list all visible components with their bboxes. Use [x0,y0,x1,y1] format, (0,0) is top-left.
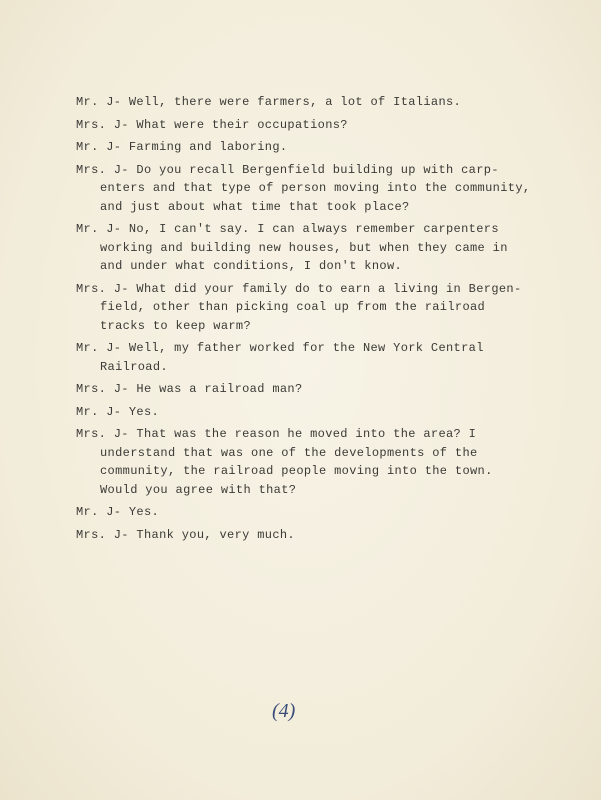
transcript-line: tracks to keep warm? [100,318,252,333]
transcript-line: Mrs. J- Thank you, very much. [76,527,295,542]
transcript-line: and under what conditions, I don't know. [100,259,403,273]
transcript-entry [76,280,576,336]
transcript-line: Mrs. J- He was a railroad man? [76,382,303,396]
transcript-entry [76,116,576,135]
transcript-line: Mrs. J- That was the reason he moved into the area? I [76,427,477,441]
page-number: (4) [272,700,296,722]
transcript-entry [76,380,576,399]
transcript-line: Mr. J- Yes. [76,505,160,519]
transcript-line: field, other than picking coal up from the railroad [100,300,486,314]
transcript-line: and just about what time that took place? [100,199,410,214]
transcript-line: Railroad. [100,359,168,374]
transcript-line: Mrs. J- Do you recall Bergenfield building up with carp- [76,162,499,177]
transcript-entry [76,503,576,522]
transcript-line: Mrs. J- What were their occupations? [76,117,348,132]
transcript-entry [76,220,576,276]
transcript-line: working and building new houses, but when they came in [100,240,508,255]
transcript-line: Mrs. J- What did your family do to earn a living in Bergen- [76,281,522,296]
interview-transcript [76,93,576,548]
transcript-line: Would you agree with that? [100,482,297,497]
transcript-line: Mr. J- Yes. [76,404,160,419]
transcript-line: Mr. J- No, I can't say. I can always remember carpenters [76,222,499,236]
transcript-entry [76,138,576,157]
transcript-entry [76,339,576,376]
transcript-line: Mr. J- Well, there were farmers, a lot of Italians. [76,95,462,109]
transcript-line: Mr. J- Well, my father worked for the New York Central [76,341,484,355]
transcript-line: enters and that type of person moving into the community, [100,181,531,195]
transcript-entry [76,93,576,112]
transcript-line: community, the railroad people moving into the town. [100,464,493,478]
transcript-entry [76,425,576,499]
transcript-entry [76,161,576,217]
transcript-entry [76,403,576,422]
transcript-line: Mr. J- Farming and laboring. [76,140,288,154]
transcript-entry [76,526,576,545]
transcript-line: understand that was one of the developments of the [100,445,478,460]
